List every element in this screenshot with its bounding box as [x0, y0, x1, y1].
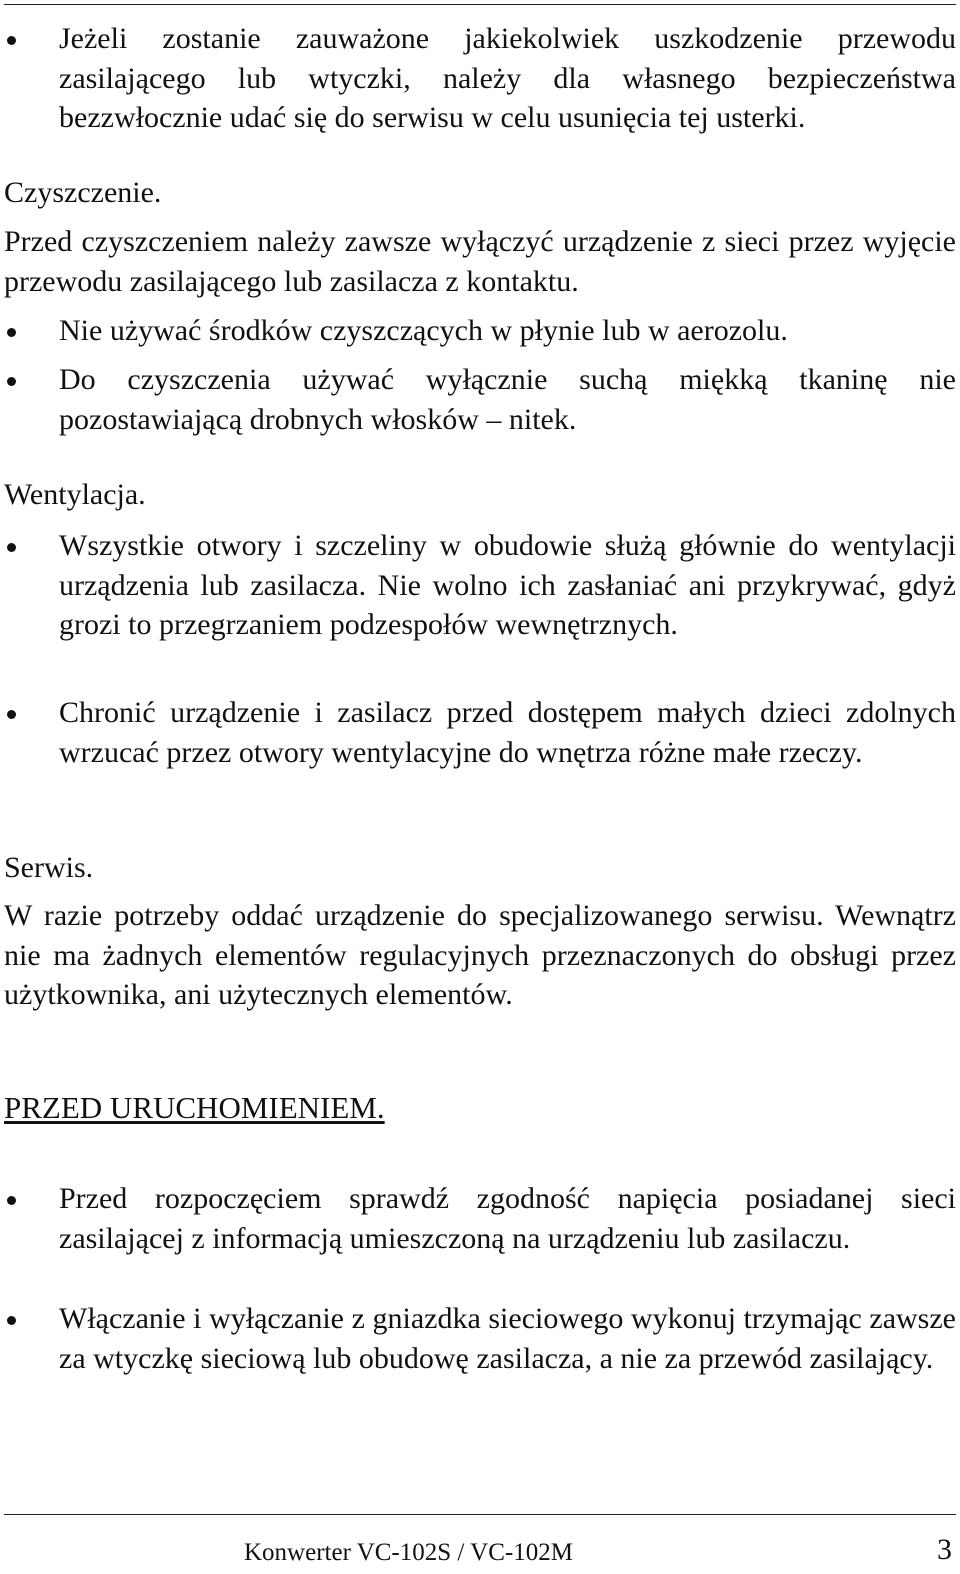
bullet-dot-icon [7, 328, 16, 337]
cleaning-intro: Przed czyszczeniem należy zawsze wyłączyć urządzenie z sieci przez wyjęcie przewodu zasilającego lub zasilacza z kontaktu. [4, 225, 956, 298]
bullet-dot-icon [7, 1316, 16, 1325]
footer-title: Konwerter VC-102S / VC-102M [244, 1539, 573, 1566]
top-rule [4, 4, 956, 5]
ventilation-heading: Wentylacja. [4, 478, 146, 511]
before-start-heading: PRZED URUCHOMIENIEM. [4, 1090, 385, 1125]
ventilation-bullet-2 [4, 693, 956, 772]
cleaning-bullet-2 [4, 360, 956, 439]
cleaning-bullet-1-text: Nie używać środków czyszczących w płynie lub w aerozolu. [59, 314, 788, 347]
cleaning-heading: Czyszczenie. [4, 176, 162, 209]
before-start-bullet-2 [4, 1299, 956, 1378]
warning-bullet-text: Jeżeli zostanie zauważone jakiekolwiek uszkodzenie przewodu zasilającego lub wtyczki, należy dla własnego bezpieczeństwa bezzwłocznie udać się do serwisu w celu usunięcia tej usterki. [59, 22, 956, 134]
bullet-dot-icon [7, 543, 16, 552]
before-start-bullet-1-text: Przed rozpoczęciem sprawdź zgodność napięcia posiadanej sieci zasilającej z informacją umieszczoną na urządzeniu lub zasilaczu. [59, 1182, 956, 1255]
bullet-dot-icon [7, 1196, 16, 1205]
cleaning-bullet-2-text: Do czyszczenia używać wyłącznie suchą miękką tkaninę nie pozostawiającą drobnych włosków – nitek. [59, 363, 956, 436]
before-start-bullet-1 [4, 1179, 956, 1258]
ventilation-bullet-2-text: Chronić urządzenie i zasilacz przed dostępem małych dzieci zdolnych wrzucać przez otwory wentylacyjne do wnętrza różne małe rzeczy. [59, 696, 956, 769]
before-start-bullet-2-text: Włączanie i wyłączanie z gniazdka sieciowego wykonuj trzymając zawsze za wtyczkę sieciową lub obudowę zasilacza, a nie za przewód zasilający. [59, 1302, 956, 1375]
bullet-dot-icon [7, 710, 16, 719]
page-number: 3 [937, 1533, 952, 1566]
cleaning-bullet-1 [4, 311, 956, 351]
bullet-dot-icon [7, 377, 16, 386]
bullet-dot-icon [7, 36, 16, 45]
footer-rule [4, 1514, 956, 1515]
warning-bullet [4, 19, 956, 138]
ventilation-bullet-1 [4, 526, 956, 645]
service-heading: Serwis. [4, 851, 94, 884]
service-text: W razie potrzeby oddać urządzenie do specjalizowanego serwisu. Wewnątrz nie ma żadnych elementów regulacyjnych przeznaczonych do obsługi przez użytkownika, ani użytecznych elementów. [4, 899, 956, 1011]
ventilation-bullet-1-text: Wszystkie otwory i szczeliny w obudowie służą głównie do wentylacji urządzenia lub zasilacza. Nie wolno ich zasłaniać ani przykrywać, gdyż grozi to przegrzaniem podzespołów wewnętrznych. [59, 529, 956, 641]
